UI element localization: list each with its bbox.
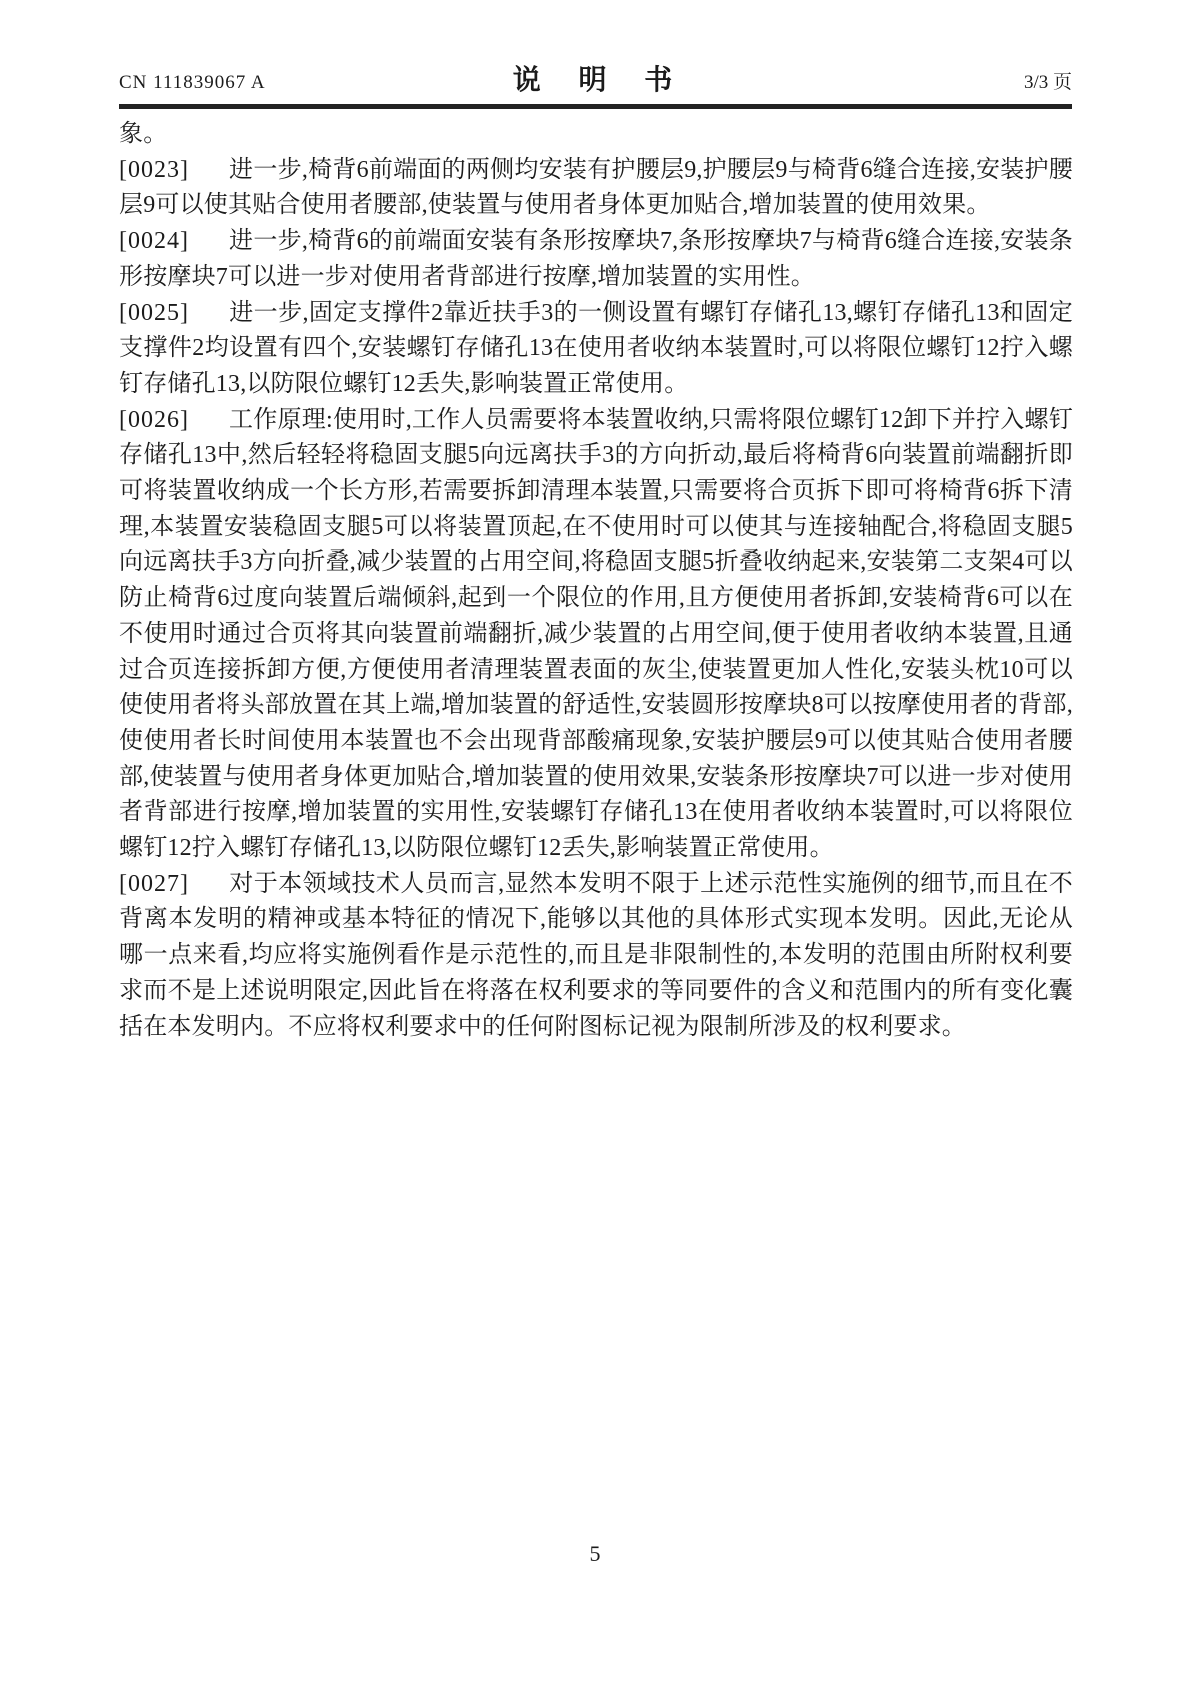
paragraph-tag: [0027] bbox=[119, 870, 189, 897]
paragraph-0024 bbox=[119, 224, 1073, 295]
paragraph-continuation bbox=[119, 117, 1073, 153]
paragraph-text: 进一步,椅背6前端面的两侧均安装有护腰层9,护腰层9与椅背6缝合连接,安装护腰层9可以使其贴合使用者腰部,使装置与使用者身体更加贴合,增加装置的使用效果。 bbox=[119, 156, 1073, 219]
page-number: 5 bbox=[589, 1541, 601, 1566]
paragraph-0027 bbox=[119, 867, 1073, 1046]
page-header bbox=[119, 58, 1072, 94]
page-footer bbox=[0, 1543, 1190, 1565]
paragraph-tag: [0025] bbox=[119, 299, 189, 326]
paragraph-text: 进一步,固定支撑件2靠近扶手3的一侧设置有螺钉存储孔13,螺钉存储孔13和固定支撑件2均设置有四个,安装螺钉存储孔13在使用者收纳本装置时,可以将限位螺钉12拧入螺钉存储孔13,以防限位螺钉12丢失,影响装置正常使用。 bbox=[119, 299, 1073, 397]
paragraph-text: 工作原理:使用时,工作人员需要将本装置收纳,只需将限位螺钉12卸下并拧入螺钉存储孔13中,然后轻轻将稳固支腿5向远离扶手3的方向折动,最后将椅背6向装置前端翻折即可将装置收纳成一个长方形,若需要拆卸清理本装置,只需要将合页拆下即可将椅背6拆下清理,本装置安装稳固支腿5可以将装置顶起,在不使用时可以使其与连接轴配合,将稳固支腿5向远离扶手3方向折叠,减少装置的占用空间,将稳固支腿5折叠收纳起来,安装第二支架4可以防止椅背6过度向装置后端倾斜,起到一个限位的作用,且方便使用者拆卸,安装椅背6可以在不使用时通过合页将其向装置前端翻折,减少装置的占用空间,便于使用者收纳本装置,且通过合页连接拆卸方便,方便使用者清理装置表面的灰尘,使装置更加人性化,安装头枕10可以使使用者将头部放置在其上端,增加装置的舒适性,安装圆形按摩块8可以按摩使用者的背部,使使用者长时间使用本装置也不会出现背部酸痛现象,安装护腰层9可以使其贴合使用者腰部,使装置与使用者身体更加贴合,增加装置的使用效果,安装条形按摩块7可以进一步对使用者背部进行按摩,增加装置的实用性,安装螺钉存储孔13在使用者收纳本装置时,可以将限位螺钉12拧入螺钉存储孔13,以防限位螺钉12丢失,影响装置正常使用。 bbox=[119, 406, 1073, 862]
paragraph-0023 bbox=[119, 153, 1073, 224]
body-text bbox=[119, 117, 1073, 1045]
paragraph-0025 bbox=[119, 296, 1073, 403]
paragraph-text: 对于本领域技术人员而言,显然本发明不限于上述示范性实施例的细节,而且在不背离本发明的精神或基本特征的情况下,能够以其他的具体形式实现本发明。因此,无论从哪一点来看,均应将实施例看作是示范性的,而且是非限制性的,本发明的范围由所附权利要求而不是上述说明限定,因此旨在将落在权利要求的等同要件的含义和范围内的所有变化囊括在本发明内。不应将权利要求中的任何附图标记视为限制所涉及的权利要求。 bbox=[119, 870, 1073, 1040]
paragraph-text: 进一步,椅背6的前端面安装有条形按摩块7,条形按摩块7与椅背6缝合连接,安装条形按摩块7可以进一步对使用者背部进行按摩,增加装置的实用性。 bbox=[119, 228, 1073, 290]
page-indicator: 3/3 页 bbox=[1023, 72, 1072, 93]
header-double-rule bbox=[119, 104, 1072, 109]
patent-number: CN 111839067 A bbox=[119, 72, 266, 93]
paragraph-text: 象。 bbox=[119, 121, 168, 147]
paragraph-0026 bbox=[119, 403, 1073, 867]
document-title: 说 明 书 bbox=[512, 64, 679, 95]
paragraph-tag: [0024] bbox=[119, 228, 189, 255]
paragraph-tag: [0026] bbox=[119, 406, 189, 433]
paragraph-tag: [0023] bbox=[119, 156, 189, 183]
